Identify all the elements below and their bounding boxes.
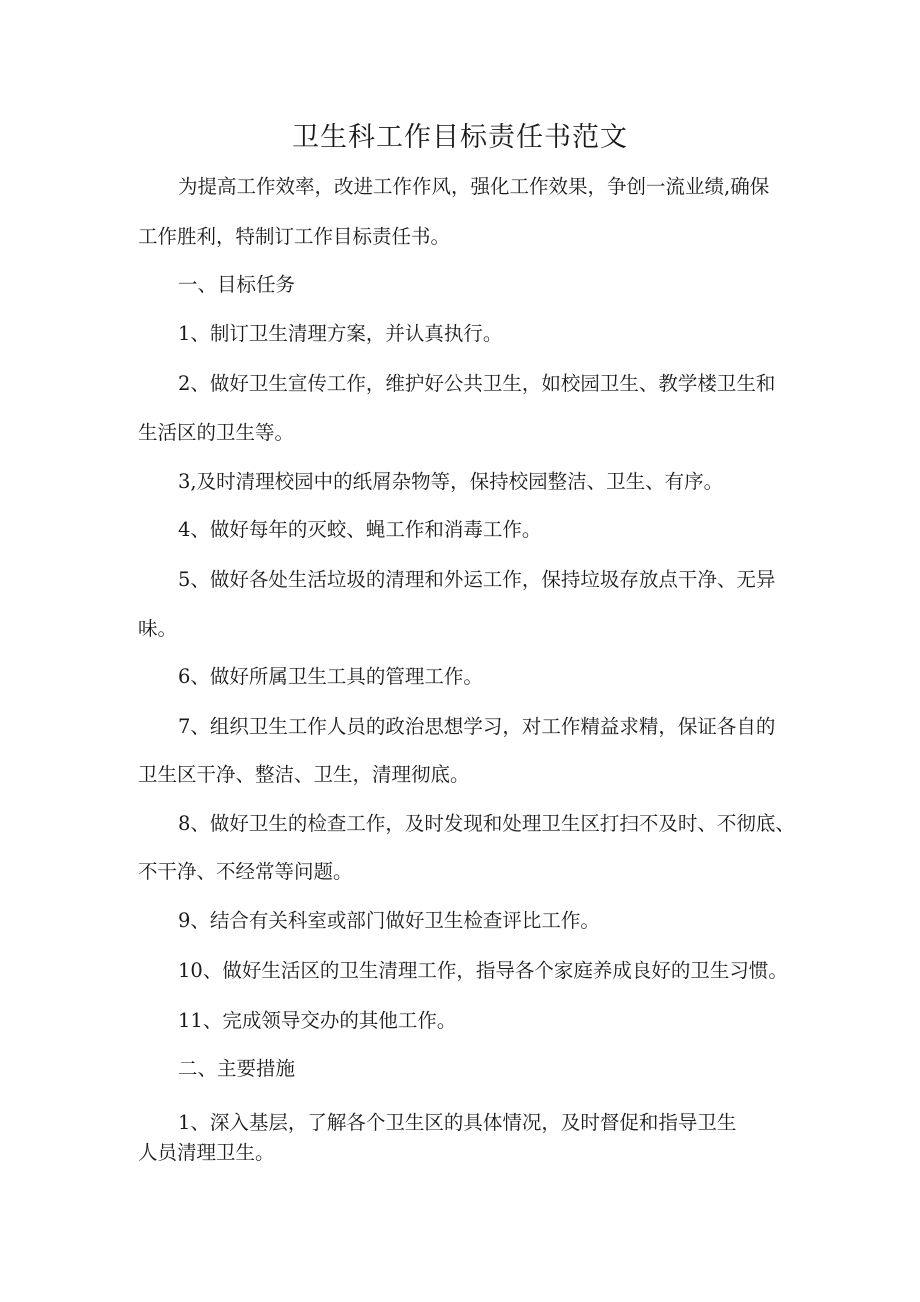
goal-item-7-line-2: 卫生区干净、整洁、卫生，清理彻底。 [138,763,470,786]
goal-item-10: 10、做好生活区的卫生清理工作，指导各个家庭养成良好的卫生习惯。 [178,959,788,982]
goal-item-11: 11、完成领导交办的其他工作。 [178,1009,457,1032]
section-heading-goals: 一、目标任务 [178,273,296,296]
intro-line-2: 工作胜利，特制订工作目标责任书。 [138,225,451,248]
goal-item-8-line-1: 8、做好卫生的检查工作，及时发现和处理卫生区打扫不及时、不彻底、 [178,812,795,835]
section-heading-measures: 二、主要措施 [178,1057,296,1080]
document-title: 卫生科工作目标责任书范文 [292,122,628,153]
goal-item-8-line-2: 不干净、不经常等问题。 [138,860,353,883]
goal-item-7-line-1: 7、组织卫生工作人员的政治思想学习，对工作精益求精，保证各自的 [178,715,776,738]
goal-item-3: 3,及时清理校园中的纸屑杂物等，保持校园整洁、卫生、有序。 [178,470,724,493]
intro-line-1: 为提高工作效率，改进工作作风，强化工作效果，争创一流业绩,确保 [178,175,770,198]
goal-item-9: 9、结合有关科室或部门做好卫生检查评比工作。 [178,909,600,932]
goal-item-5-line-2: 味。 [138,617,178,640]
goal-item-6: 6、做好所属卫生工具的管理工作。 [178,665,483,688]
measure-item-1-line-2: 人员清理卫生。 [138,1141,275,1164]
measure-item-1-line-1: 1、深入基层，了解各个卫生区的具体情况，及时督促和指导卫生 [178,1111,737,1134]
goal-item-5-line-1: 5、做好各处生活垃圾的清理和外运工作，保持垃圾存放点干净、无异 [178,568,776,591]
goal-item-1: 1、制订卫生清理方案，并认真执行。 [178,322,503,345]
goal-item-4: 4、做好每年的灭蛟、蝇工作和消毒工作。 [178,518,542,541]
goal-item-2-line-2: 生活区的卫生等。 [138,421,295,444]
goal-item-2-line-1: 2、做好卫生宣传工作，维护好公共卫生，如校园卫生、教学楼卫生和 [178,372,776,395]
